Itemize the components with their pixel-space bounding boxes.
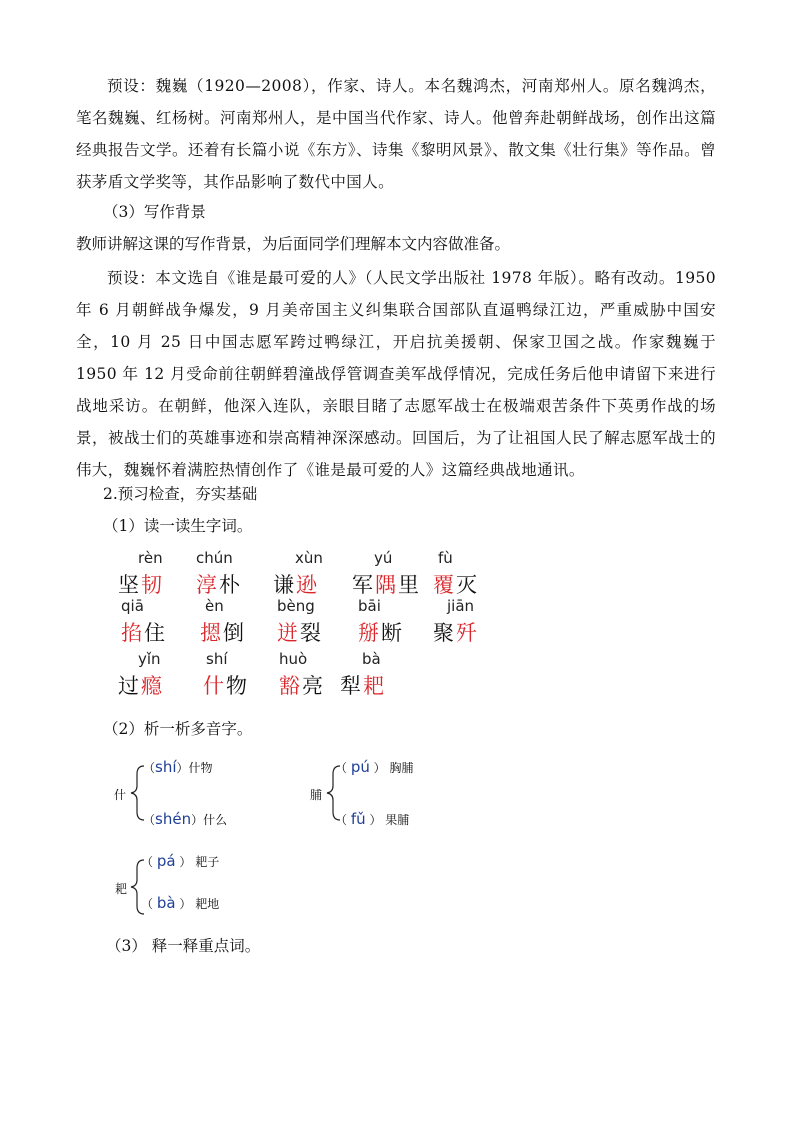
polyphone-group [110,758,270,828]
vocab-char-highlight: 逊 [296,573,319,597]
vocab-char-highlight: 韧 [141,573,164,597]
vocab-pinyin: huò [279,650,308,668]
section-heading-preview-check: 2.预习检查，夯实基础 [103,485,258,503]
polyphone-word: 什么 [203,813,228,827]
vocab-char: 过 [118,674,141,698]
vocab-char: 物 [226,674,249,698]
vocab-pinyin: èn [205,597,224,615]
vocab-char: 断 [381,621,404,645]
vocab-char-highlight: 什 [203,674,226,698]
polyphone-pinyin: pá [156,852,176,870]
vocab-char: 坚 [118,573,141,597]
vocab-char-highlight: 瘾 [141,674,164,698]
vocab-pinyin: rèn [138,549,163,567]
vocab-pinyin: jiān [447,597,475,615]
vocab-char: 军 [352,573,375,597]
vocab-char: 灭 [456,573,479,597]
vocab-char: 犁 [340,674,363,698]
vocab-char: 谦 [273,573,296,597]
vocab-char-highlight: 覆 [433,573,456,597]
vocab-pinyin: yǐn [138,650,161,668]
polyphone-word: 什物 [188,761,213,775]
polyphone-char: 耙 [115,882,128,896]
vocab-char: 亮 [302,674,325,698]
polyphone-word: 耙子 [195,855,220,869]
polyphone-word: 耙地 [195,897,220,911]
polyphone-pinyin: shén [155,810,192,828]
writing-background-paragraph: 预设：本文选自《谁是最可爱的人》（人民文学出版社 1978 年版）。略有改动。1950 年 6 月朝鲜战争爆发，9 月美帝国主义纠集联合国部队直逼鸭绿江边，严重威胁中国安全，10 月 25 日中国志愿军跨过鸭绿江，开启抗美援朝、保家卫国之战。作家魏巍于 1950 年 12 月受命前往朝鲜碧潼战俘管调查美军战俘情况，完成任务后他申请留下来进行战地采访。在朝鲜，他深入连队，亲眼目睹了志愿军战士在极端艰苦条件下英勇作战的场景，被战士们的英雄事迹和崇高精神深深感动。回国后，为了让祖国人民了解志愿军战士的伟大，魏巍怀着满腔热情创作了《谁是最可爱的人》这篇经典战地通讯。 [76,269,716,479]
vocab-char-highlight: 耙 [363,674,386,698]
polyphone-pinyin: shí [155,758,177,776]
vocab-char-highlight: 淳 [196,573,219,597]
subheading-polyphones: （2）析一析多音字。 [103,720,253,738]
vocab-char: 里 [398,573,421,597]
vocab-char: 住 [144,621,167,645]
polyphone-reading-row: （ pú ） 胸脯 [335,758,414,776]
polyphone-word: 果脯 [385,813,410,827]
vocab-char: 裂 [300,621,323,645]
vocab-pinyin: bāi [358,597,381,615]
subheading-read-words: （1）读一读生字词。 [103,517,253,535]
polyphone-reading-row: （shén）什么 [143,810,228,828]
polyphone-pinyin: fǔ [350,810,366,828]
vocab-pinyin: chún [196,549,233,567]
section-heading-writing-background: （3）写作背景 [103,203,206,221]
vocab-pinyin: shí [206,650,228,668]
polyphone-reading-row: （ fǔ ） 果脯 [335,810,410,828]
vocab-char: 聚 [433,621,456,645]
vocab-char-highlight: 迸 [277,621,300,645]
teacher-instruction-text: 教师讲解这课的写作背景，为后面同学们理解本文内容做准备。 [76,235,511,253]
vocab-pinyin: xùn [295,549,323,567]
vocab-char-highlight: 掐 [121,621,144,645]
vocab-pinyin: yú [374,549,393,567]
vocab-char: 倒 [223,621,246,645]
polyphone-char: 什 [114,788,127,802]
subheading-key-words: （3） 释一释重点词。 [106,937,261,955]
vocab-char-highlight: 豁 [279,674,302,698]
polyphone-reading-row: （shí）什物 [143,758,213,776]
author-intro-paragraph: 预设：魏巍（1920—2008），作家、诗人。本名魏鸿杰，河南郑州人。原名魏鸿杰，笔名魏巍、红杨树。河南郑州人，是中国当代作家、诗人。他曾奔赴朝鲜战场，创作出这篇经典报告文学。还着有长篇小说《东方》、诗集《黎明风景》、散文集《壮行集》等作品。曾获茅盾文学奖等，其作品影响了数代中国人。 [76,77,716,191]
polyphone-pinyin: pú [350,758,370,776]
vocab-pinyin: qiā [121,597,144,615]
polyphone-group [308,758,438,828]
polyphone-pinyin: bà [156,894,176,912]
vocab-char-highlight: 摁 [200,621,223,645]
vocab-char: 朴 [219,573,242,597]
polyphone-char: 脯 [310,788,323,802]
polyphone-reading-row: （ bà ） 耙地 [141,894,220,912]
vocab-char-highlight: 隅 [375,573,398,597]
polyphone-word: 胸脯 [389,761,414,775]
vocab-pinyin: bèng [277,597,315,615]
vocab-char-highlight: 歼 [456,621,479,645]
vocab-pinyin: fù [438,549,453,567]
polyphone-reading-row: （ pá ） 耙子 [141,852,220,870]
polyphone-group [113,852,253,922]
vocab-pinyin: bà [362,650,381,668]
vocab-char-highlight: 掰 [358,621,381,645]
